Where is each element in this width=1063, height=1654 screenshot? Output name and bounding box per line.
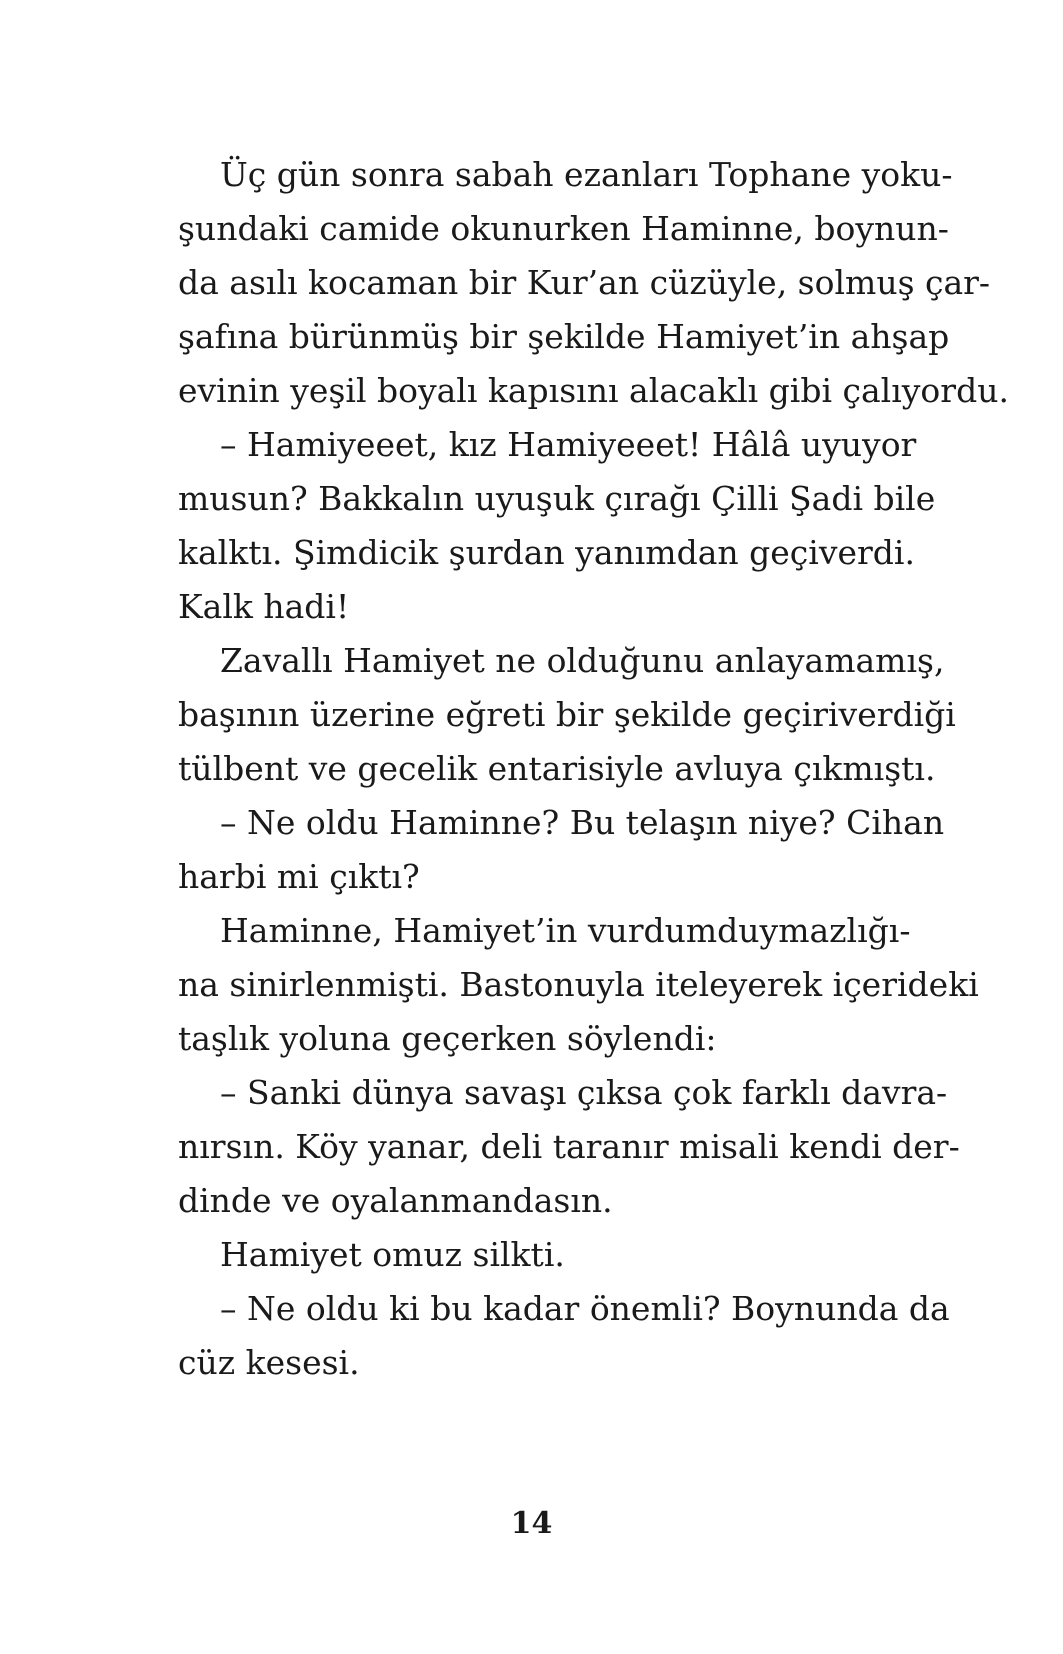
paragraph — [178, 904, 979, 1066]
text-line: – Ne oldu ki bu kadar önemli? Boynunda da — [220, 1289, 950, 1328]
paragraph — [178, 1228, 896, 1282]
text-line: tülbent ve gecelik entarisiyle avluya çıkmıştı. — [178, 749, 936, 788]
paragraph — [178, 634, 956, 796]
page-number: 14 — [510, 1506, 553, 1541]
text-line: şafına bürünmüş bir şekilde Hamiyet’in ahşap — [178, 317, 950, 356]
text-line: Hamiyet omuz silkti. — [220, 1235, 565, 1274]
text-line: – Ne oldu Haminne? Bu telaşın niye? Cihan — [220, 803, 945, 842]
text-line: kalktı. Şimdicik şurdan yanımdan geçiverdi. — [178, 533, 915, 572]
text-line: taşlık yoluna geçerken söylendi: — [178, 1019, 717, 1058]
text-line: cüz kesesi. — [178, 1343, 360, 1382]
text-line: Zavallı Hamiyet ne olduğunu anlayamamış, — [220, 641, 945, 680]
text-line: evinin yeşil boyalı kapısını alacaklı gibi çalıyordu. — [178, 371, 1009, 410]
text-line: musun? Bakkalın uyuşuk çırağı Çilli Şadi bile — [178, 479, 936, 518]
text-line: na sinirlenmişti. Bastonuyla iteleyerek içerideki — [178, 965, 979, 1004]
text-line: Haminne, Hamiyet’in vurdumduymazlığı- — [220, 911, 911, 950]
paragraph — [178, 148, 1009, 418]
text-line: nırsın. Köy yanar, deli taranır misali kendi der- — [178, 1127, 960, 1166]
body-text — [178, 148, 1009, 1390]
paragraph — [178, 796, 945, 904]
paragraph — [178, 1282, 950, 1390]
text-line: başının üzerine eğreti bir şekilde geçiriverdiği — [178, 695, 956, 734]
text-line: – Hamiyeeet, kız Hamiyeeet! Hâlâ uyuyor — [220, 425, 917, 464]
paragraph — [178, 418, 936, 634]
text-line: – Sanki dünya savaşı çıksa çok farklı davra- — [220, 1073, 948, 1112]
text-line: şundaki camide okunurken Haminne, boynun- — [178, 209, 949, 248]
text-line: Üç gün sonra sabah ezanları Tophane yoku- — [220, 155, 953, 194]
text-line: harbi mi çıktı? — [178, 857, 420, 896]
paragraph — [178, 1066, 960, 1228]
text-line: Kalk hadi! — [178, 587, 350, 626]
text-line: dinde ve oyalanmandasın. — [178, 1181, 613, 1220]
text-line: da asılı kocaman bir Kur’an cüzüyle, solmuş çar- — [178, 263, 991, 302]
